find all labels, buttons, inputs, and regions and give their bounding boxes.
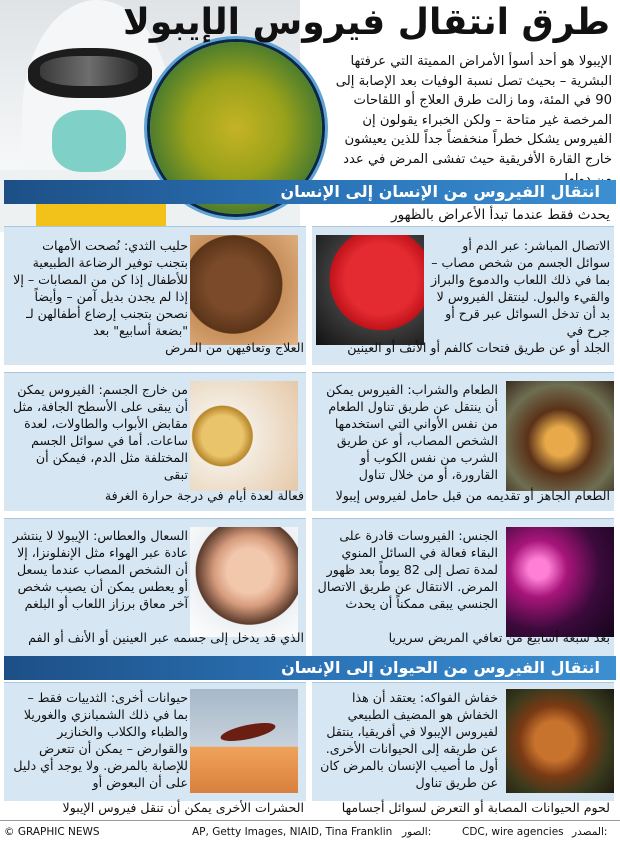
panel-direct-contact: الاتصال المباشر: عبر الدم أو سوائل الجسم من شخص مصاب – بما في ذلك اللعاب والدموع والبراز والقيء والبول. لينتقل الفيروس لا بد أن تدخل السوائل عبر قرح أو جرح في [312,226,614,365]
panel-other-animals: حيوانات أخرى: الثدييات فقط – بما في ذلك الشمبانزي والغوريلا والظباء والكلاب والخنازير والقوارض – يمكن أن تتعرض للإصابة بالمرض. ولا يوجد أي دليل على أن البعوض أو [4,682,306,801]
page-title: طرق انتقال فيروس الإيبولا [123,2,610,43]
photo-credits-label: الصور: [402,826,432,838]
kiss-image [316,235,424,345]
section-title: انتقال الفيروس من الإنسان إلى الإنسان [280,182,600,201]
source-label: المصدر: [572,826,608,838]
panel-food-drink: الطعام والشراب: الفيروس يمكن أن ينتقل عن طريق تناول الطعام من نفس الأواني التي استخدمها الشخص المصاب، أو عن طريق الشرب من نفس الكوب أو القارورة، أو من خلال تناول [312,372,614,511]
breastfeeding-image [190,235,298,345]
section-band-animal [4,656,616,680]
panel-breast-milk: حليب الثدي: نُصحت الأمهات بتجنب توفير الرضاعة الطبيعية للأطفال إذا كن من المصابات – إلا إذا لم يجدن بديل آمن – وأيضاً نصحن بتجنب إرضاع أطفالهن لـ "بضعة أسابيع" بعد [4,226,306,365]
door-handle-image [190,381,298,491]
section-subtitle: يحدث فقط عندما تبدأ الأعراض بالظهور [391,207,610,223]
sperm-image [506,527,614,637]
mosquito-image [190,689,298,793]
footer [0,820,620,844]
shared-food-image [506,381,614,491]
panel-cough-sneeze: السعال والعطاس: الإيبولا لا ينتشر عادة عبر الهواء مثل الإنفلونزا، إلا أن الشخص المصاب عندما يسعل أو يعطس يمكن أن يصيب شخص آخر معاق برزاز اللعاب أو البلغم [4,518,306,657]
sneeze-image [190,527,298,637]
panel-sex: الجنس: الفيروسات قادرة على البقاء فعالة في السائل المنوي لمدة تصل إلى 82 يوماً بعد ظهور المرض. الانتقال عن طريق الاتصال الجنسي يبقى ممكناً أن يحدث [312,518,614,657]
fruit-bat-image [506,689,614,793]
panel-fruit-bat: خفاش الفواكه: يعتقد أن هذا الخفاش هو المضيف الطبيعي لفيروس الإيبولا في أفريقيا، ينتقل عن طريقه إلى الحيوانات الأخرى. أول ما أصيب الإنسان بالمرض كان عن طريق تناول [312,682,614,801]
copyright: © GRAPHIC NEWS [4,826,100,838]
photo-credits: AP, Getty Images, NIAID, Tina Franklin [192,826,393,838]
section-band-human [4,180,616,204]
panel-outside-body: من خارج الجسم: الفيروس يمكن أن يبقى على الأسطح الجافة، مثل مقابض الأبواب والطاولات، لعدة ساعات. أما في سوائل الجسم المختلفة مثل الدم، فيمكن أن تبقى [4,372,306,511]
section-title: انتقال الفيروس من الحيوان إلى الإنسان [281,658,600,677]
intro-paragraph: الإيبولا هو أحد أسوأ الأمراض المميتة التي عرفتها البشرية – بحيث تصل نسبة الوفيات بعد الإصابة إلى 90 في المئة، وما زالت طرق العلاج أو اللقاحات المرخصة غير متاحة – ولكن الخبراء يقولون إن الفيروس يشكل خطراً منخفضاً جداً للذين يعيشون خارج القارة الأفريقية حيث تفشى المرض في عدد [335,54,612,167]
source: CDC, wire agencies [462,826,564,838]
